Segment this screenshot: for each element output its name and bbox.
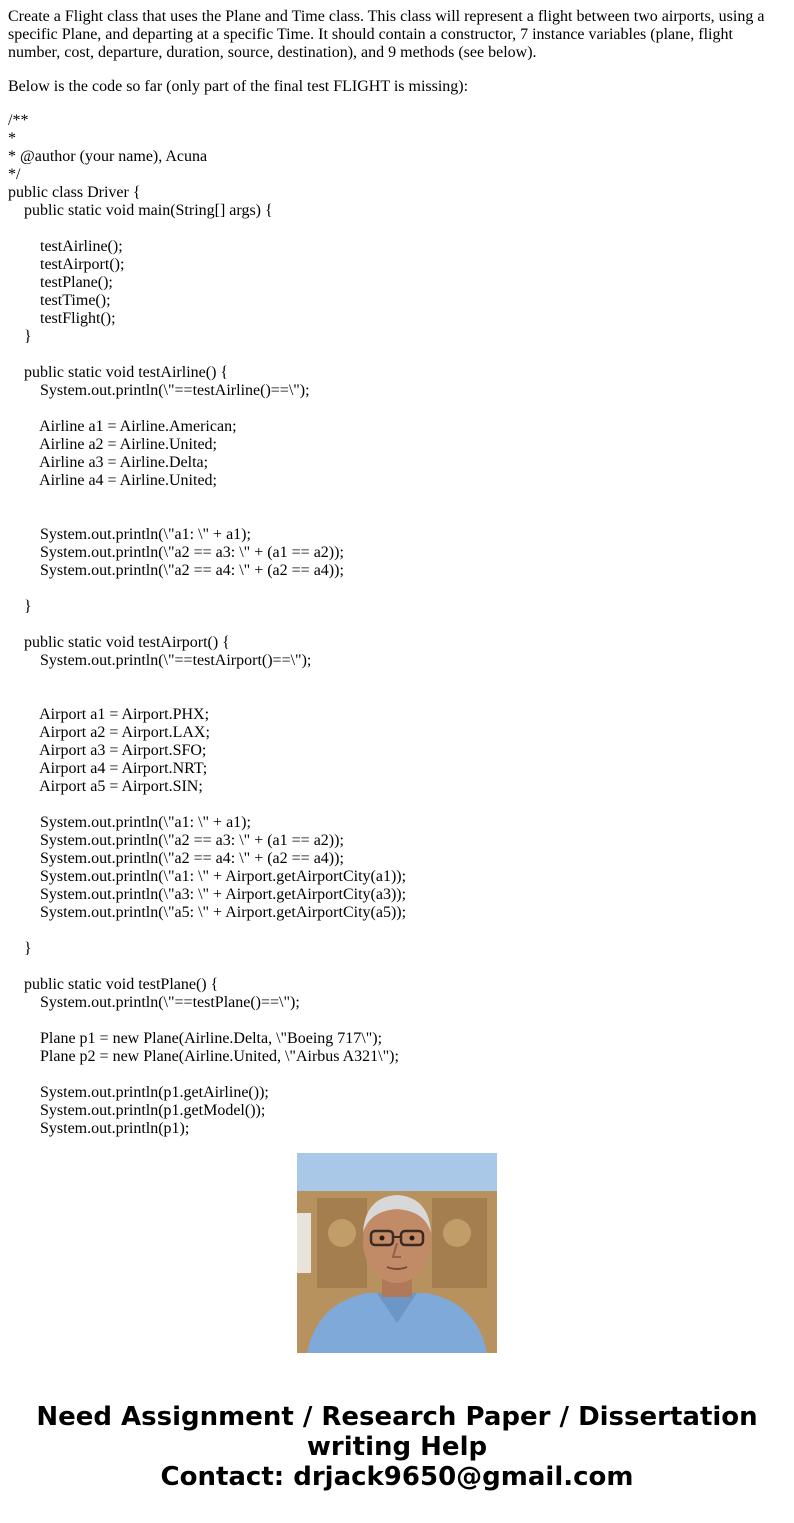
code-line: testFlight(); — [8, 310, 116, 327]
code-line: System.out.println(p1.getAirline()); — [8, 1084, 269, 1101]
code-line: System.out.println(\"a2 == a3: \" + (a1 == a2)); — [8, 832, 344, 849]
code-line: Airline a4 = Airline.United; — [8, 472, 217, 489]
code-line: Plane p1 = new Plane(Airline.Delta, \"Boeing 717\"); — [8, 1030, 383, 1047]
code-line: public static void testAirport() { — [8, 634, 230, 651]
code-line — [8, 922, 780, 940]
code-line: * — [8, 130, 16, 147]
intro-note: Below is the code so far (only part of the final test FLIGHT is missing): — [8, 78, 469, 95]
code-line: public class Driver { — [8, 184, 141, 201]
code-line — [8, 688, 780, 706]
code-line — [8, 796, 780, 814]
code-line: */ — [8, 166, 21, 183]
code-line: * @author (your name), Acuna — [8, 148, 208, 165]
code-line — [8, 346, 780, 364]
code-line: } — [8, 598, 32, 615]
code-line — [8, 220, 780, 238]
promo-line-2: writing Help — [306, 1432, 488, 1462]
code-line: System.out.println(\"a1: \" + Airport.getAirportCity(a1)); — [8, 868, 407, 885]
code-line — [8, 1066, 780, 1084]
code-line: System.out.println(\"a2 == a4: \" + (a2 == a4)); — [8, 850, 344, 867]
promo-line-1: Need Assignment / Research Paper / Dissertation — [36, 1402, 758, 1432]
code-line: System.out.println(\"==testAirport()==\"); — [8, 652, 312, 669]
code-line: System.out.println(\"a1: \" + a1); — [8, 814, 251, 831]
code-line: System.out.println(p1.getModel()); — [8, 1102, 266, 1119]
person-portrait-icon — [297, 1153, 497, 1353]
code-line — [8, 1012, 780, 1030]
code-line — [8, 670, 780, 688]
code-line: Plane p2 = new Plane(Airline.United, \"Airbus A321\"); — [8, 1048, 399, 1065]
code-line: testPlane(); — [8, 274, 113, 291]
question-content — [8, 8, 780, 1137]
code-line: System.out.println(p1); — [8, 1120, 190, 1137]
code-line: Airport a2 = Airport.LAX; — [8, 724, 210, 741]
code-line — [8, 958, 780, 976]
code-line: Airline a1 = Airline.American; — [8, 418, 237, 435]
code-line — [8, 580, 780, 598]
code-line: testTime(); — [8, 292, 111, 309]
intro-paragraph: Create a Flight class that uses the Plane and Time class. This class will represent a flight between two airports, using a specific Plane, and departing at a specific Time. It should contain a constructor, 7 instance variables (plane, flight number, cost, departure, duration, source, destination), and 9 methods (see below). — [8, 8, 765, 61]
code-line: System.out.println(\"==testPlane()==\"); — [8, 994, 300, 1011]
code-line: System.out.println(\"==testAirline()==\"); — [8, 382, 310, 399]
code-line: testAirline(); — [8, 238, 123, 255]
code-line — [8, 616, 780, 634]
code-line: public static void main(String[] args) { — [8, 202, 273, 219]
code-line: System.out.println(\"a5: \" + Airport.getAirportCity(a5)); — [8, 904, 407, 921]
promo-contact: Contact: drjack9650@gmail.com — [160, 1462, 634, 1492]
author-avatar — [297, 1153, 497, 1353]
code-line — [8, 508, 780, 526]
code-line — [8, 400, 780, 418]
code-line: testAirport(); — [8, 256, 125, 273]
code-line: Airport a4 = Airport.NRT; — [8, 760, 208, 777]
code-line: Airline a3 = Airline.Delta; — [8, 454, 209, 471]
code-line: System.out.println(\"a2 == a4: \" + (a2 == a4)); — [8, 562, 344, 579]
promo-banner — [0, 1402, 794, 1492]
code-line — [8, 490, 780, 508]
code-line: System.out.println(\"a2 == a3: \" + (a1 == a2)); — [8, 544, 344, 561]
code-line: System.out.println(\"a3: \" + Airport.getAirportCity(a3)); — [8, 886, 407, 903]
code-line: Airport a1 = Airport.PHX; — [8, 706, 210, 723]
code-line: public static void testPlane() { — [8, 976, 219, 993]
code-line: public static void testAirline() { — [8, 364, 229, 381]
code-line: } — [8, 328, 32, 345]
code-line: Airport a3 = Airport.SFO; — [8, 742, 207, 759]
code-line: Airline a2 = Airline.United; — [8, 436, 217, 453]
code-line: Airport a5 = Airport.SIN; — [8, 778, 203, 795]
code-block — [8, 112, 780, 1138]
code-line: } — [8, 940, 32, 957]
code-line: System.out.println(\"a1: \" + a1); — [8, 526, 251, 543]
code-line: /** — [8, 112, 29, 129]
